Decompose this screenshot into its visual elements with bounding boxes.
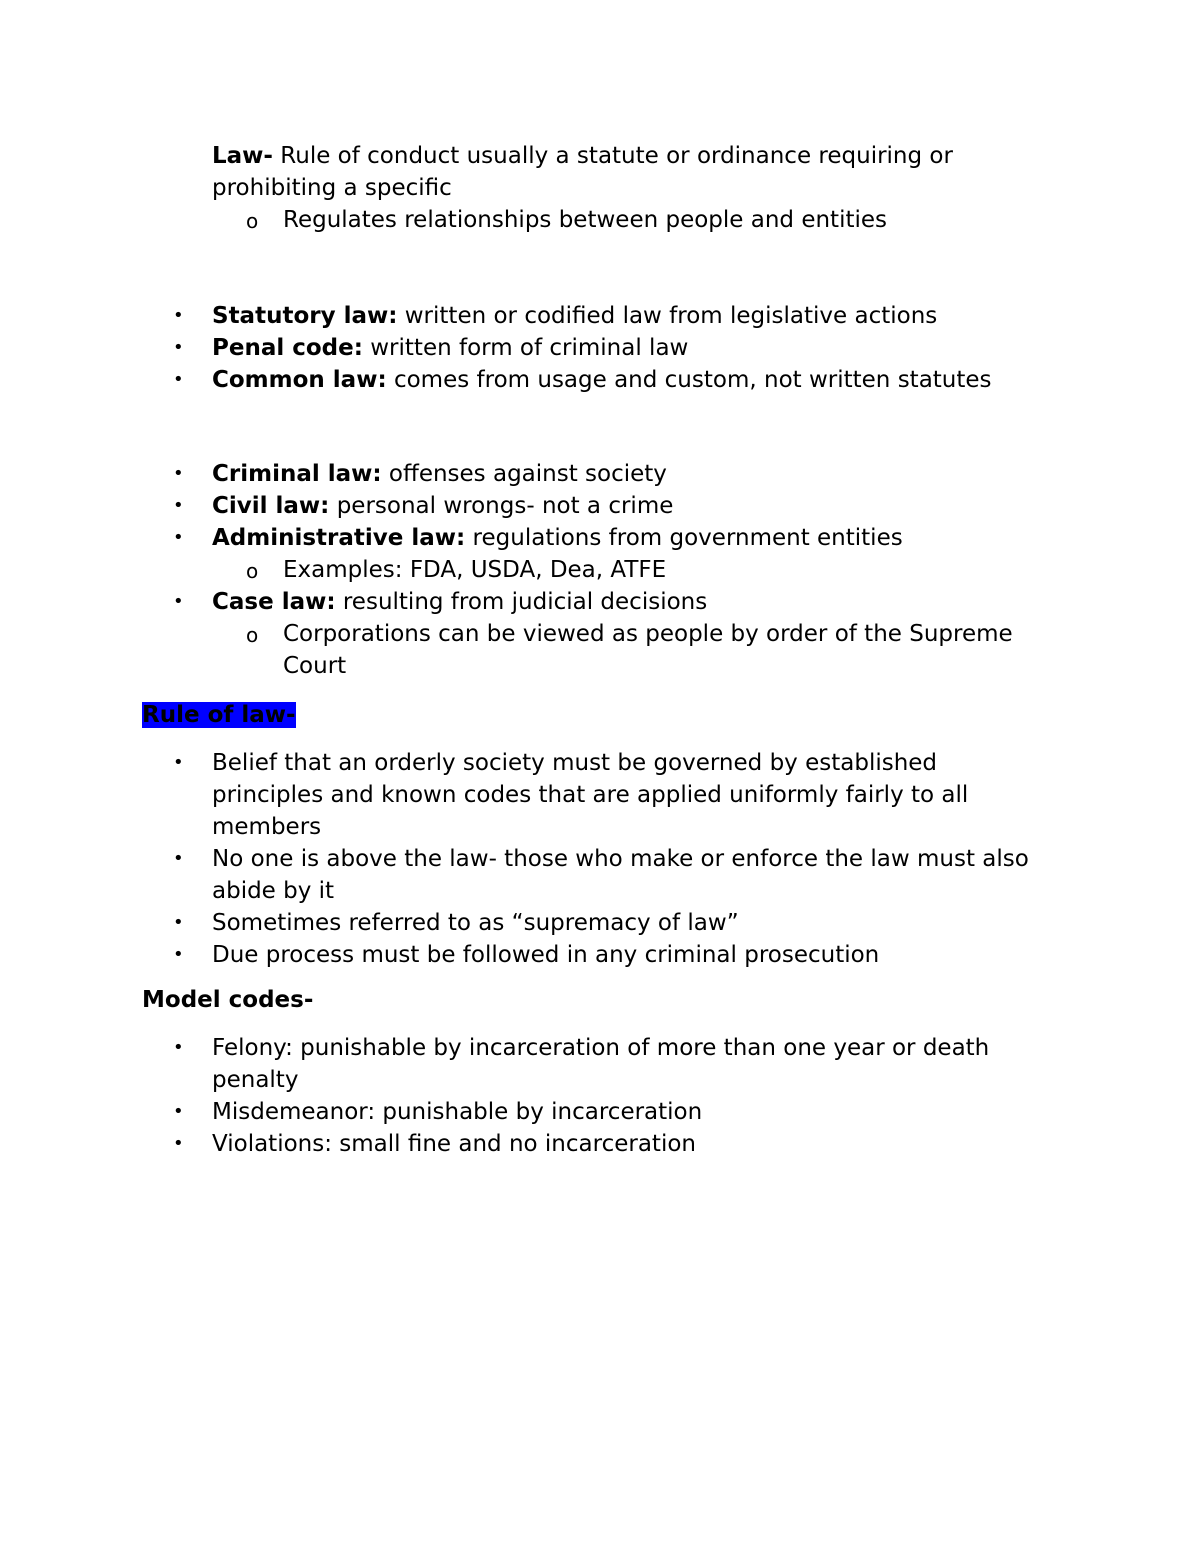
bullet-marker: •: [173, 591, 184, 612]
bullet-marker: •: [173, 337, 184, 358]
list-item-continuation: penalty: [212, 1067, 299, 1093]
list-item: • Common law: comes from usage and custom, not written statutes: [0, 364, 992, 396]
bullet-marker: •: [173, 1133, 184, 1154]
model-codes-list: [0, 1032, 989, 1160]
list-item: • Statutory law: written or codified law from legislative actions: [0, 300, 992, 332]
law-types-list: [0, 300, 992, 396]
term-law: Law-: [212, 143, 273, 169]
list-item: • Civil law: personal wrongs- not a crime: [0, 490, 1013, 522]
sub-list-item-continuation: Court: [283, 653, 347, 679]
sub-list-item: o Corporations can be viewed as people by order of the Supreme: [0, 618, 1013, 650]
bullet-marker: •: [173, 912, 184, 933]
law-definition-subitem: o Regulates relationships between people and entities: [0, 204, 953, 236]
bullet-marker: •: [173, 848, 184, 869]
highlighted-heading-text: Rule of law-: [142, 702, 296, 728]
bullet-marker: •: [173, 463, 184, 484]
bullet-marker: •: [173, 369, 184, 390]
list-item-continuation: members: [212, 814, 322, 840]
bullet-marker: •: [173, 1101, 184, 1122]
list-item: • No one is above the law- those who make or enforce the law must also: [0, 843, 1029, 875]
model-codes-heading: Model codes-: [142, 987, 314, 1013]
sub-bullet-marker: o: [246, 623, 259, 647]
sub-bullet-marker: o: [246, 209, 259, 233]
rule-of-law-heading: [142, 699, 296, 731]
list-item: • Administrative law: regulations from government entities: [0, 522, 1013, 554]
bullet-marker: •: [173, 1037, 184, 1058]
bullet-marker: •: [173, 305, 184, 326]
list-item: • Due process must be followed in any criminal prosecution: [0, 939, 1029, 971]
law-definition-line1: Law- Rule of conduct usually a statute or ordinance requiring or: [212, 143, 953, 169]
bullet-marker: •: [173, 527, 184, 548]
law-definition-line2: prohibiting a specific: [212, 175, 452, 201]
law-categories-list: [0, 458, 1013, 682]
list-item: • Felony: punishable by incarceration of more than one year or death: [0, 1032, 989, 1064]
bullet-marker: •: [173, 495, 184, 516]
bullet-marker: •: [173, 752, 184, 773]
list-item-continuation: abide by it: [212, 878, 335, 904]
list-item: • Sometimes referred to as “supremacy of law”: [0, 907, 1029, 939]
bullet-marker: •: [173, 944, 184, 965]
list-item: • Belief that an orderly society must be governed by established: [0, 747, 1029, 779]
list-item: • Criminal law: offenses against society: [0, 458, 1013, 490]
sub-list-item: o Examples: FDA, USDA, Dea, ATFE: [0, 554, 1013, 586]
list-item: • Penal code: written form of criminal law: [0, 332, 992, 364]
list-item-continuation: principles and known codes that are applied uniformly fairly to all: [212, 782, 969, 808]
list-item: • Violations: small fine and no incarceration: [0, 1128, 989, 1160]
list-item: • Misdemeanor: punishable by incarceration: [0, 1096, 989, 1128]
sub-bullet-marker: o: [246, 559, 259, 583]
law-definition: [0, 140, 953, 236]
rule-of-law-list: [0, 747, 1029, 971]
list-item: • Case law: resulting from judicial decisions: [0, 586, 1013, 618]
